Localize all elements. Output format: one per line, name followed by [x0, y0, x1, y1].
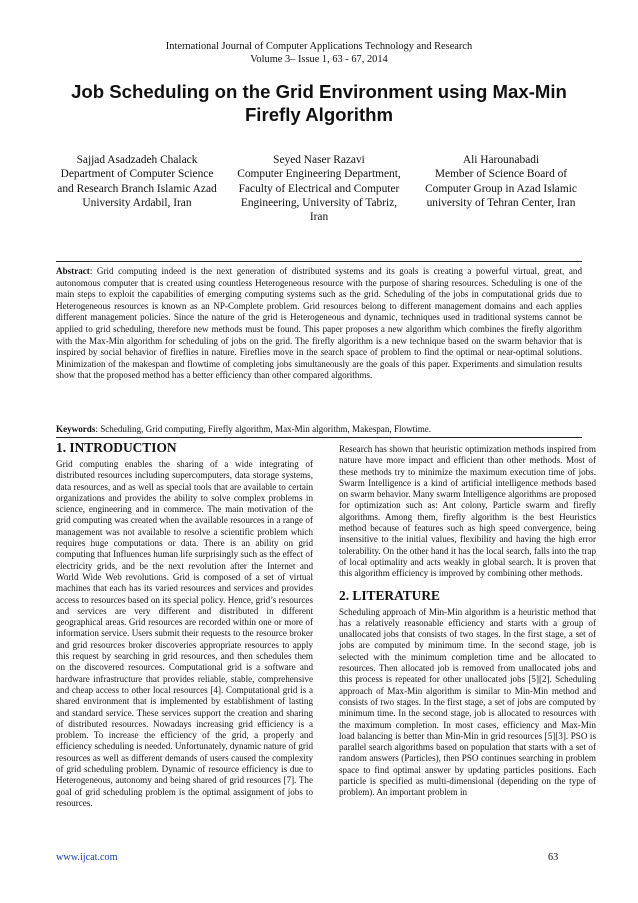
abstract: [56, 266, 582, 382]
paper-title: Job Scheduling on the Grid Environment using Max-Min Firefly Algorithm: [71, 81, 567, 125]
author-name: Sajjad Asadzadeh Chalack: [76, 154, 198, 166]
author-block: [234, 153, 404, 224]
journal-volume: Volume 3– Issue 1, 63 - 67, 2014: [250, 54, 388, 65]
paragraph: Grid computing enables the sharing of a wide integrating of distributed resources including supercomputers, data storage systems, data resources, and as well as special tools that are available to certain organizations and provides the ability to solve complex problems in science, engineering and in commerce. The main motivation of the grid computing was created when the available resources in a range of management was not available to resolve a scientific problem which requires huge computations or data. There is an ability on grid computing that Influences human life surprisingly such as the effect of electricity grids, and be the next revolution after the Internet and World Wide Web revolutions. Grid is composed of a set of virtual machines that each has its varied resources and services and provides access to resources based on its special policy. Hence, grid’s resources and services are very different and distributed in different geographical areas. Grid resources are recorded within one or more of information service. Users submit their requests to the resource broker and grid resources broker discoveries appropriate resources to apply this request by searching in grid resources, and then schedules them on the discovered resources. Computational grid is a software and hardware infrastructure that provides reliable, stable, comprehensive and cheap access to other local resources [4]. Computational grid is a shared environment that is implemented by establishment of lasting and standard service. These services support the creation and sharing of distributed resources. Nowadays increasing grid efficiency is a problem. To increase the efficiency of the grid, a properly and efficiency scheduling is needed. Unfortunately, dynamic nature of grid resources as well as different demands of users caused the complexity of grid scheduling problem. Dynamic of resource efficiency is due to Heterogeneous, autonomy and being shared of grid resources [7]. The goal of grid scheduling problem is the optimal assignment of jobs to resources.: [56, 459, 313, 808]
left-column: [56, 440, 313, 815]
section-heading: 1. INTRODUCTION: [56, 440, 177, 455]
paragraph: Research has shown that heuristic optimization methods inspired from nature have more impact and efficient than other methods. Most of these methods try to minimize the maximum execution time of jobs. Swarm Intelligence is a kind of artificial intelligence methods based on swarm behavior. Many swarm Intelligence algorithms are proposed for optimization such as: Ant colony, Particle swarm and firefly algorithms. Among them, firefly algorithm is the best Heuristics method because of features such as high speed convergence, being insensitive to the initial values, flexibility and having the high error tolerability. On the other hand it has the local search, falls into the trap of local optimality and acts weakly in global search. It is proven that this algorithm efficiency is improved by combining other methods.: [339, 444, 596, 579]
author-affiliation: Department of Computer Science and Research Branch Islamic Azad University Ardabil, Iran: [57, 168, 217, 209]
right-column: [339, 444, 596, 805]
journal-name: International Journal of Computer Applications Technology and Research: [165, 41, 473, 52]
divider: [56, 437, 582, 438]
section-heading: 2. LITERATURE: [339, 587, 440, 603]
author-block: [416, 153, 586, 224]
divider: [56, 261, 582, 262]
author-name: Seyed Naser Razavi: [273, 154, 365, 166]
keywords-label: Keywords: [56, 424, 96, 434]
page-number: 63: [548, 852, 559, 863]
author-name: Ali Harounabadi: [462, 154, 540, 166]
paragraph: Scheduling approach of Min-Min algorithm is a heuristic method that has a relatively reasonable efficiency and starts with a group of unallocated jobs that consists of two stages. In the first stage, a set of jobs are computed by minimum time. In the second stage, job is selected with the minimum completion time and be allocated to resources. Then allocated job is removed from unallocated jobs and this process is repeated for other unallocated jobs [5][2]. Scheduling approach of Max-Min algorithm is similar to Min-Min method and consists of two stages. In the first stage, a set of jobs are computed by minimum time. In the second stage, job is allocated to resources with the maximum completion. In most cases, efficiency and Max-Min load balancing is better than Min-Min in grid resources [5][3]. PSO is parallel search algorithms based on population that starts with a set of random answers (Particles), then PSO continues searching in problem space to find optimal answer by updating particles positions. Each particle is specified as multi-dimensional (depending on the type of problem). An important problem in: [339, 606, 596, 798]
keywords-text: : Scheduling, Grid computing, Firefly algorithm, Max-Min algorithm, Makespan, Flowtime.: [95, 424, 432, 434]
footer-link[interactable]: www.ijcat.com: [56, 852, 118, 863]
author-affiliation: Computer Engineering Department, Faculty of Electrical and Computer Engineering, University of Tabriz, Iran: [237, 168, 401, 224]
author-list: [52, 153, 586, 224]
abstract-text: : Grid computing indeed is the next generation of distributed systems and its goals is creating a powerful virtual, great, and autonomous computer that is created using countless Heterogeneous resource with the purpose of sharing resources. Scheduling is one of the main steps to exploit the capabilities of emerging computing systems such as the grid. Scheduling of the jobs in computational grids due to Heterogeneous resources is known as an NP-Complete problem. Grid resources belong to different management domains and each applies different management policies. Since the nature of the grid is Heterogeneous and dynamic, techniques used in traditional systems cannot be applied to grid scheduling, therefore new methods must be found. This paper proposes a new algorithm which combines the firefly algorithm with the Max-Min algorithm for scheduling of jobs on the grid. The firefly algorithm is a new technique based on the swarm behavior that is inspired by social behavior of fireflies in nature. Fireflies move in the search space of problem to find the optimal or near-optimal solutions. Minimization of the makespan and flowtime of completing jobs simultaneously are the goals of this paper. Experiments and simulation results show that the proposed method has a better efficiency than other compared algorithms.: [56, 266, 582, 381]
abstract-label: Abstract: [56, 266, 90, 276]
author-affiliation: Member of Science Board of Computer Group in Azad Islamic university of Tehran Center, Iran: [425, 168, 577, 209]
author-block: [52, 153, 222, 224]
keywords: [56, 424, 582, 436]
journal-header: [0, 40, 638, 66]
